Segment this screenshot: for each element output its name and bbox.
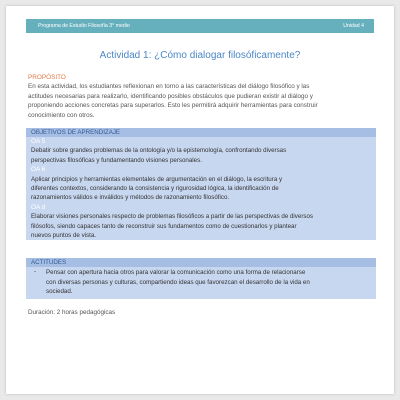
objectives-heading: OBJETIVOS DE APRENDIZAJE xyxy=(26,128,376,137)
objectives-box xyxy=(26,128,376,240)
objective-text-line: Aplicar principios y herramientas elementales de argumentación en el diálogo, la escritura y xyxy=(31,175,283,183)
attitude-text-line: con diversas personas y culturas, compartiendo ideas que favorezcan el desarrollo de la vida en xyxy=(46,278,310,286)
objective-text-line: diferentes contextos, considerando la consistencia y rigurosidad lógica, la identificación de xyxy=(31,185,279,193)
objective-text-line: Elaborar visiones personales respecto de problemas filosóficos a partir de las perspectivas de diversos xyxy=(31,213,314,221)
program-name: Programa de Estudio Filosofía 3° medio xyxy=(38,23,130,29)
objective-text-line: razonamientos válidos e inválidos y métodos de razonamiento filosófico. xyxy=(31,194,230,202)
duration-text: Duración: 2 horas pedagógicas xyxy=(28,309,116,316)
objective-code: OA 6 xyxy=(31,166,46,174)
objective-text-line: nuevos puntos de vista. xyxy=(31,232,97,240)
attitudes-box xyxy=(26,258,376,299)
attitudes-heading: ACTITUDES xyxy=(26,258,376,267)
objective-text-line: Debatir sobre grandes problemas de la ontología y/o la epistemología, confrontando diversas xyxy=(31,147,287,155)
purpose-line: proponiendo acciones concretas para superarlos. Esto les permitirá adquirir herramientas para construir xyxy=(28,102,318,110)
page-header-bar xyxy=(26,19,374,33)
bullet-dash: - xyxy=(34,268,37,275)
attitude-text-line: Pensar con apertura hacia otros para valorar la comunicación como una forma de relacionarse xyxy=(46,269,306,276)
unit-label: Unidad 4 xyxy=(343,23,364,29)
attitude-item xyxy=(26,267,376,299)
purpose-paragraph xyxy=(28,82,376,120)
objective-code: OA 5 xyxy=(31,138,46,145)
purpose-line: conocimiento con otros. xyxy=(28,111,95,119)
objective-text-line: perspectivas filosóficas y fundamentando visiones personales. xyxy=(31,156,202,164)
purpose-line: actitudes necesarias para realizarlo, identificando posibles obstáculos que pudieran existir al diálogo y xyxy=(28,92,313,100)
document-page xyxy=(6,6,394,394)
purpose-line: En esta actividad, los estudiantes reflexionan en torno a las características del diálogo filosófico y las xyxy=(28,83,310,90)
attitude-text-line: sociedad. xyxy=(46,288,73,296)
purpose-heading: PROPÓSITO xyxy=(28,74,66,81)
objective-code: OA d xyxy=(31,203,46,211)
activity-title: Actividad 1: ¿Cómo dialogar filosóficamente? xyxy=(99,50,301,61)
objective-text-line: filósofos, siendo capaces tanto de reconstruir sus fundamentos como de cuestionarlos y plantear xyxy=(31,222,297,230)
